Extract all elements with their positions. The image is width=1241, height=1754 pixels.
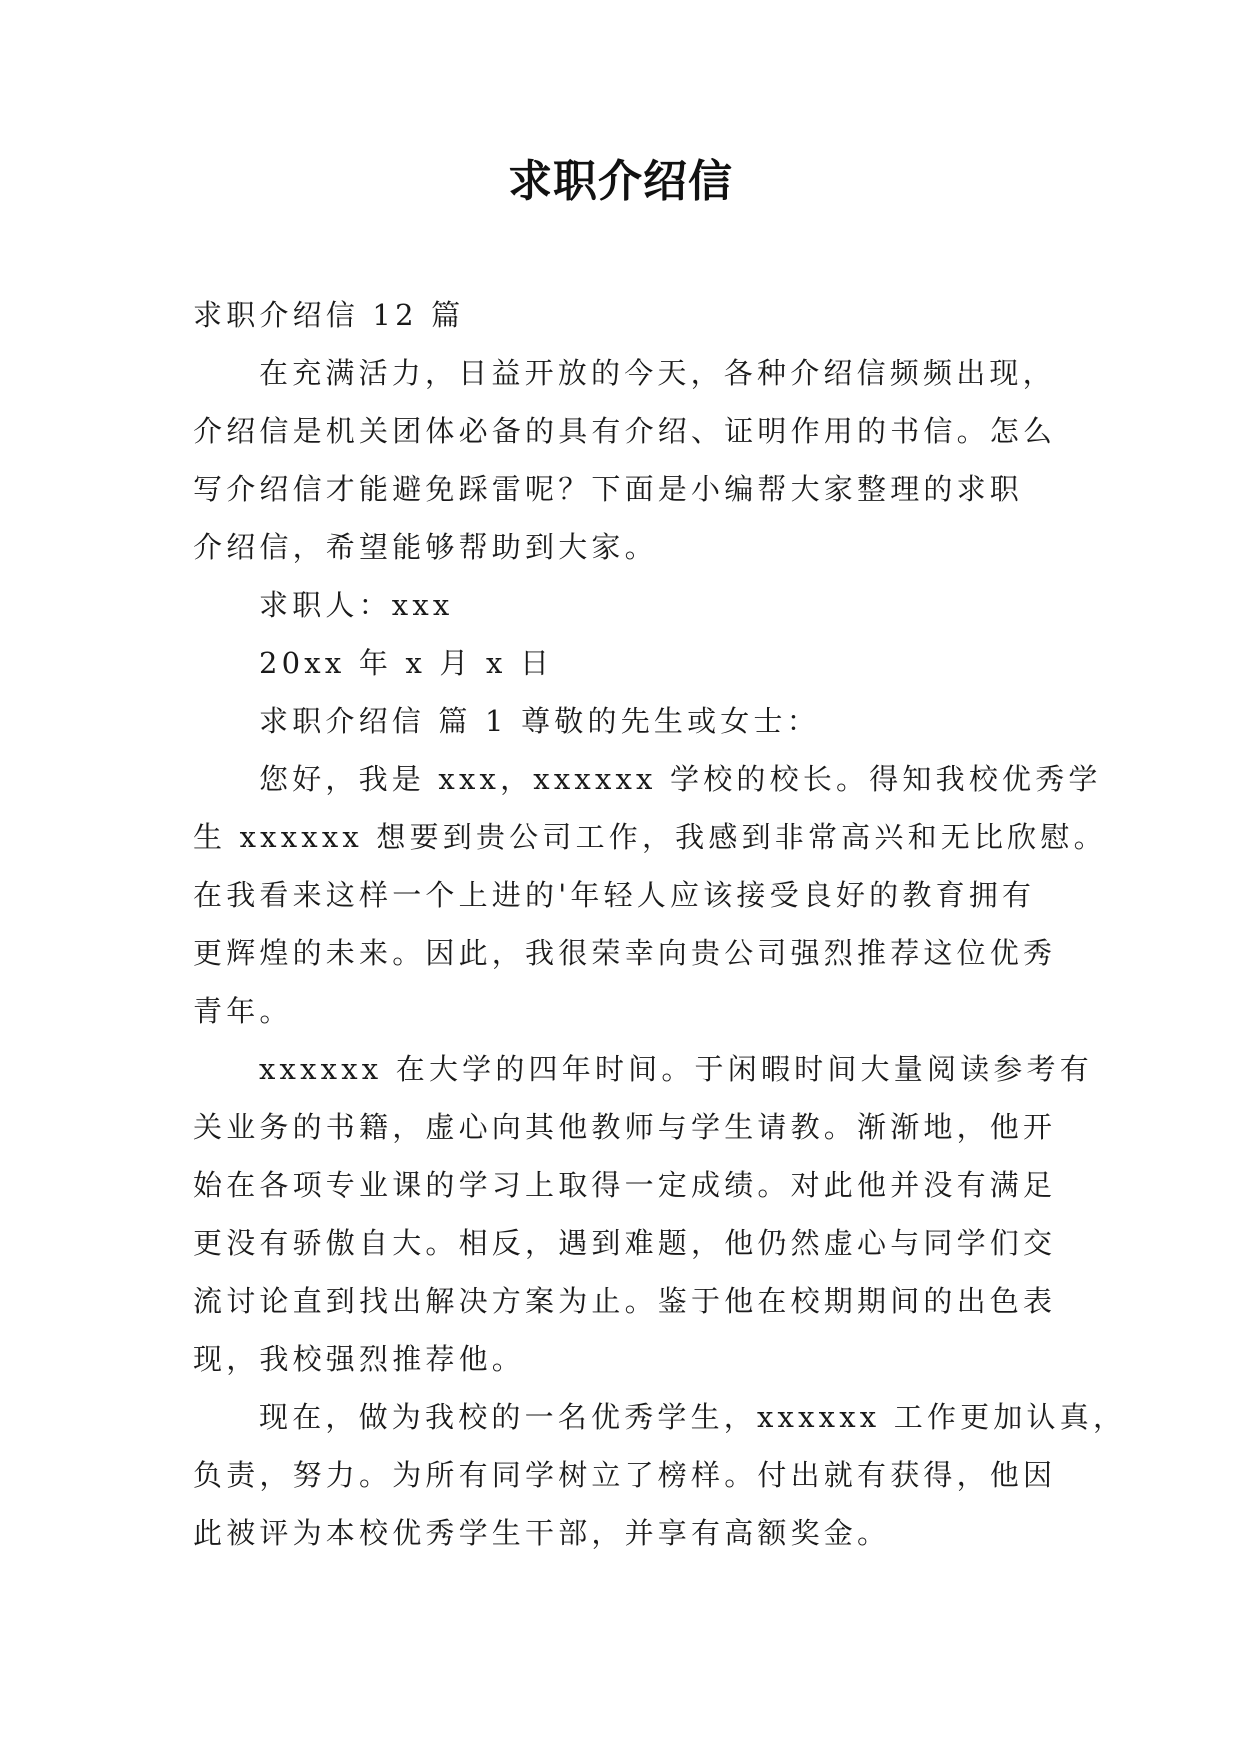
body-line: 在我看来这样一个上进的'年轻人应该接受良好的教育拥有 [193,878,1036,912]
body-line: 生 xxxxxx 想要到贵公司工作，我感到非常高兴和无比欣慰。 [193,820,1107,854]
body-line: 求职介绍信 12 篇 [193,298,465,332]
body-line: xxxxxx 在大学的四年时间。于闲暇时间大量阅读参考有 [259,1052,1093,1086]
body-line: 更辉煌的未来。因此，我很荣幸向贵公司强烈推荐这位优秀 [193,936,1057,970]
page-title: 求职介绍信 [508,156,733,207]
body-line: 现在，做为我校的一名优秀学生，xxxxxx 工作更加认真， [259,1400,1127,1434]
body-line: 更没有骄傲自大。相反，遇到难题，他仍然虚心与同学们交 [193,1226,1057,1260]
body-line: 始在各项专业课的学习上取得一定成绩。对此他并没有满足 [193,1168,1057,1202]
body-line: 在充满活力，日益开放的今天，各种介绍信频频出现， [259,356,1056,390]
body-line: 20xx 年 x 月 x 日 [259,646,554,680]
body-line: 青年。 [193,994,293,1028]
body-line: 写介绍信才能避免踩雷呢？下面是小编帮大家整理的求职 [193,472,1024,506]
body-line: 介绍信是机关团体必备的具有介绍、证明作用的书信。怎么 [193,414,1057,448]
body-line: 此被评为本校优秀学生干部，并享有高额奖金。 [193,1516,891,1550]
body-line: 求职介绍信 篇 1 尊敬的先生或女士： [259,704,820,738]
body-line: 关业务的书籍，虚心向其他教师与学生请教。渐渐地，他开 [193,1110,1057,1144]
body-line: 求职人：xxx [259,588,454,622]
body-line: 流讨论直到找出解决方案为止。鉴于他在校期期间的出色表 [193,1284,1057,1318]
body-line: 介绍信，希望能够帮助到大家。 [193,530,658,564]
document-body [193,286,1127,1562]
body-line: 现，我校强烈推荐他。 [193,1342,526,1376]
body-line: 您好，我是 xxx，xxxxxx 学校的校长。得知我校优秀学 [259,762,1102,796]
body-line: 负责，努力。为所有同学树立了榜样。付出就有获得，他因 [193,1458,1057,1492]
